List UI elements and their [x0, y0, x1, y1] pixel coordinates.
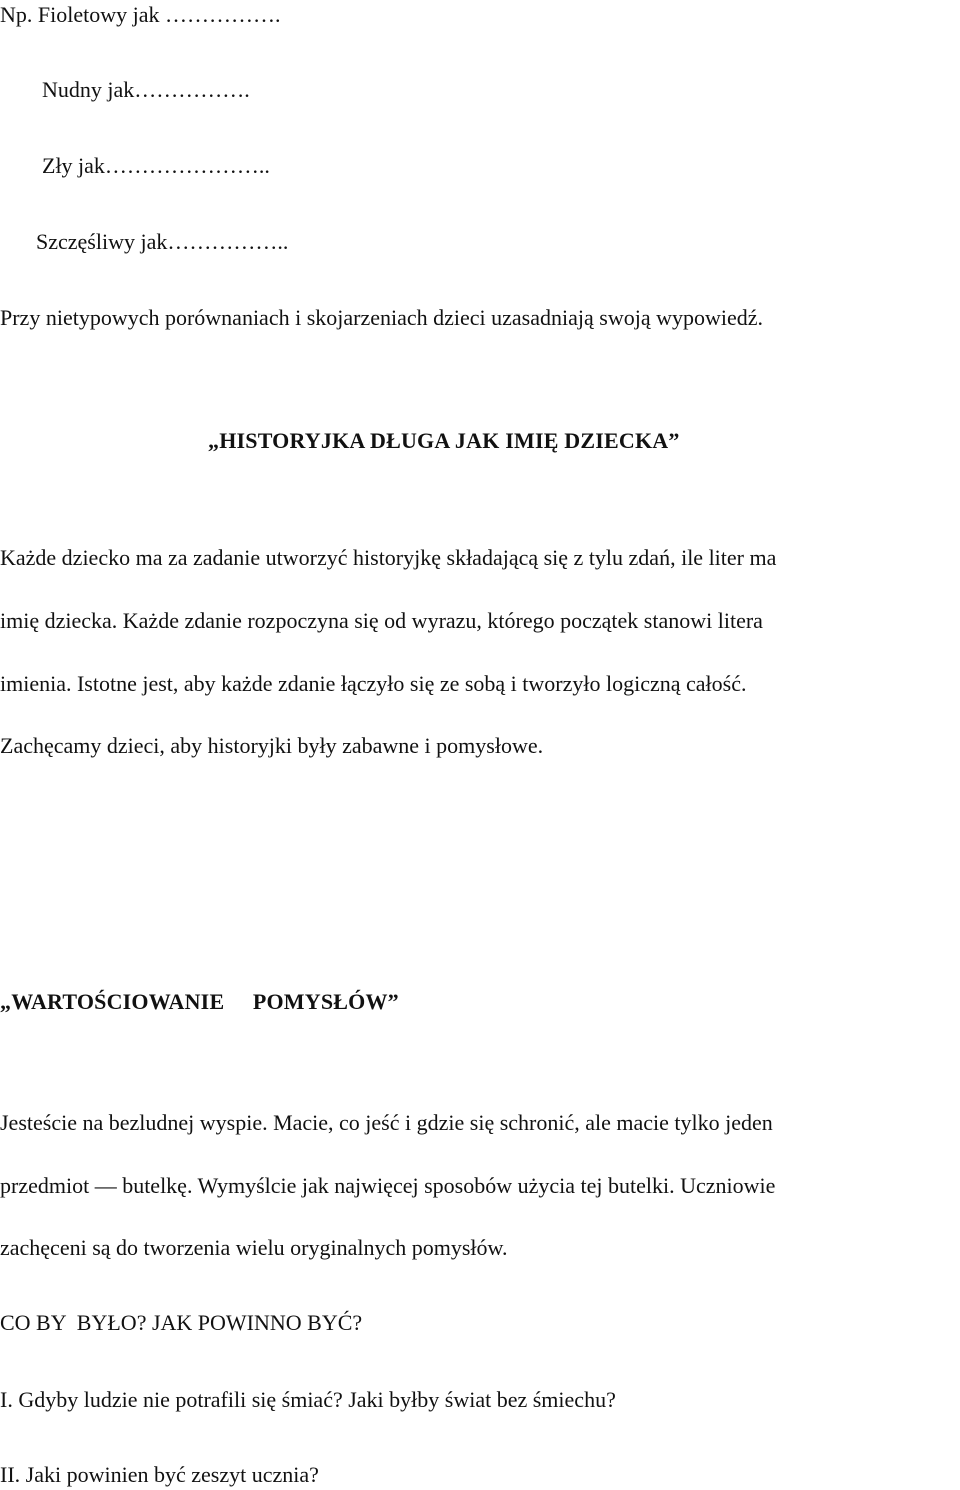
story-heading: „HISTORYJKA DŁUGA JAK IMIĘ DZIECKA”	[208, 428, 680, 453]
story-line-2: imię dziecka. Każde zdanie rozpoczyna się od wyrazu, którego początek stanowi litera	[0, 608, 763, 633]
question-2: II. Jaki powinien być zeszyt ucznia?	[0, 1462, 319, 1487]
story-line-4: Zachęcamy dzieci, aby historyjki były zabawne i pomysłowe.	[0, 733, 544, 758]
example-fioletowy: Np. Fioletowy jak …………….	[0, 2, 281, 27]
ideas-heading: „WARTOŚCIOWANIE POMYSŁÓW”	[0, 989, 399, 1014]
example-nudny: Nudny jak…………….	[42, 77, 250, 102]
questions-heading: CO BY BYŁO? JAK POWINNO BYĆ?	[0, 1310, 363, 1335]
example-zly: Zły jak…………………..	[42, 153, 270, 178]
ideas-line-2: przedmiot — butelkę. Wymyślcie jak najwięcej sposobów użycia tej butelki. Uczniowie	[0, 1173, 776, 1198]
ideas-line-3: zachęceni są do tworzenia wielu oryginalnych pomysłów.	[0, 1235, 508, 1260]
ideas-line-1: Jesteście na bezludnej wyspie. Macie, co jeść i gdzie się schronić, ale macie tylko jeden	[0, 1110, 773, 1135]
example-szczesliwy: Szczęśliwy jak……………..	[36, 229, 289, 254]
story-line-3: imienia. Istotne jest, aby każde zdanie łączyło się ze sobą i tworzyło logiczną całość.	[0, 671, 747, 696]
question-1: I. Gdyby ludzie nie potrafili się śmiać? Jaki byłby świat bez śmiechu?	[0, 1387, 616, 1412]
examples-note: Przy nietypowych porównaniach i skojarzeniach dzieci uzasadniają swoją wypowiedź.	[0, 305, 764, 330]
story-line-1: Każde dziecko ma za zadanie utworzyć historyjkę składającą się z tylu zdań, ile liter ma	[0, 545, 777, 570]
